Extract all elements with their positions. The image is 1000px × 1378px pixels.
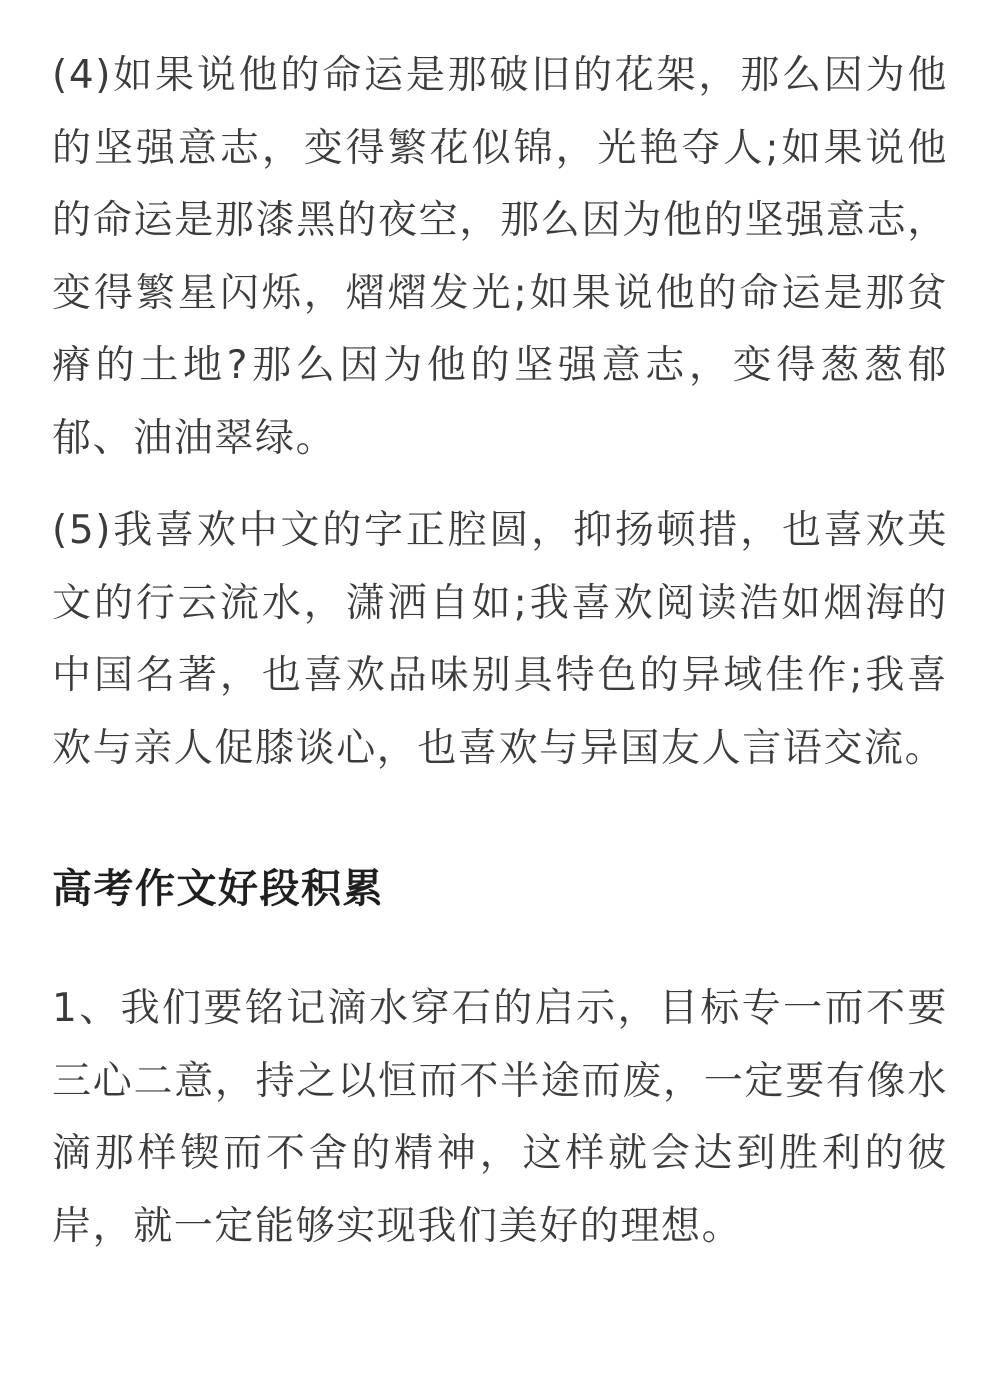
section-heading: 高考作文好段积累 — [52, 866, 384, 912]
paragraph-4: (4)如果说他的命运是那破旧的花架，那么因为他的坚强意志，变得繁花似锦，光艳夺人;如果说他的命运是那漆黑的夜空，那么因为他的坚强意志，变得繁星闪烁，熠熠发光;如果说他的命运是那贫瘠的土地?那么因为他的坚强意志，变得葱葱郁郁、油油翠绿。 — [52, 53, 948, 461]
section-paragraph-1: 1、我们要铭记滴水穿石的启示，目标专一而不要三心二意，持之以恒而不半途而废，一定要有像水滴那样锲而不舍的精神，这样就会达到胜利的彼岸，就一定能够实现我们美好的理想。 — [52, 986, 948, 1249]
paragraph-5: (5)我喜欢中文的字正腔圆，抑扬顿措，也喜欢英文的行云流水，潇洒自如;我喜欢阅读浩如烟海的中国名著，也喜欢品味别具特色的异域佳作;我喜欢与亲人促膝谈心，也喜欢与异国友人言语交流。 — [52, 508, 948, 771]
